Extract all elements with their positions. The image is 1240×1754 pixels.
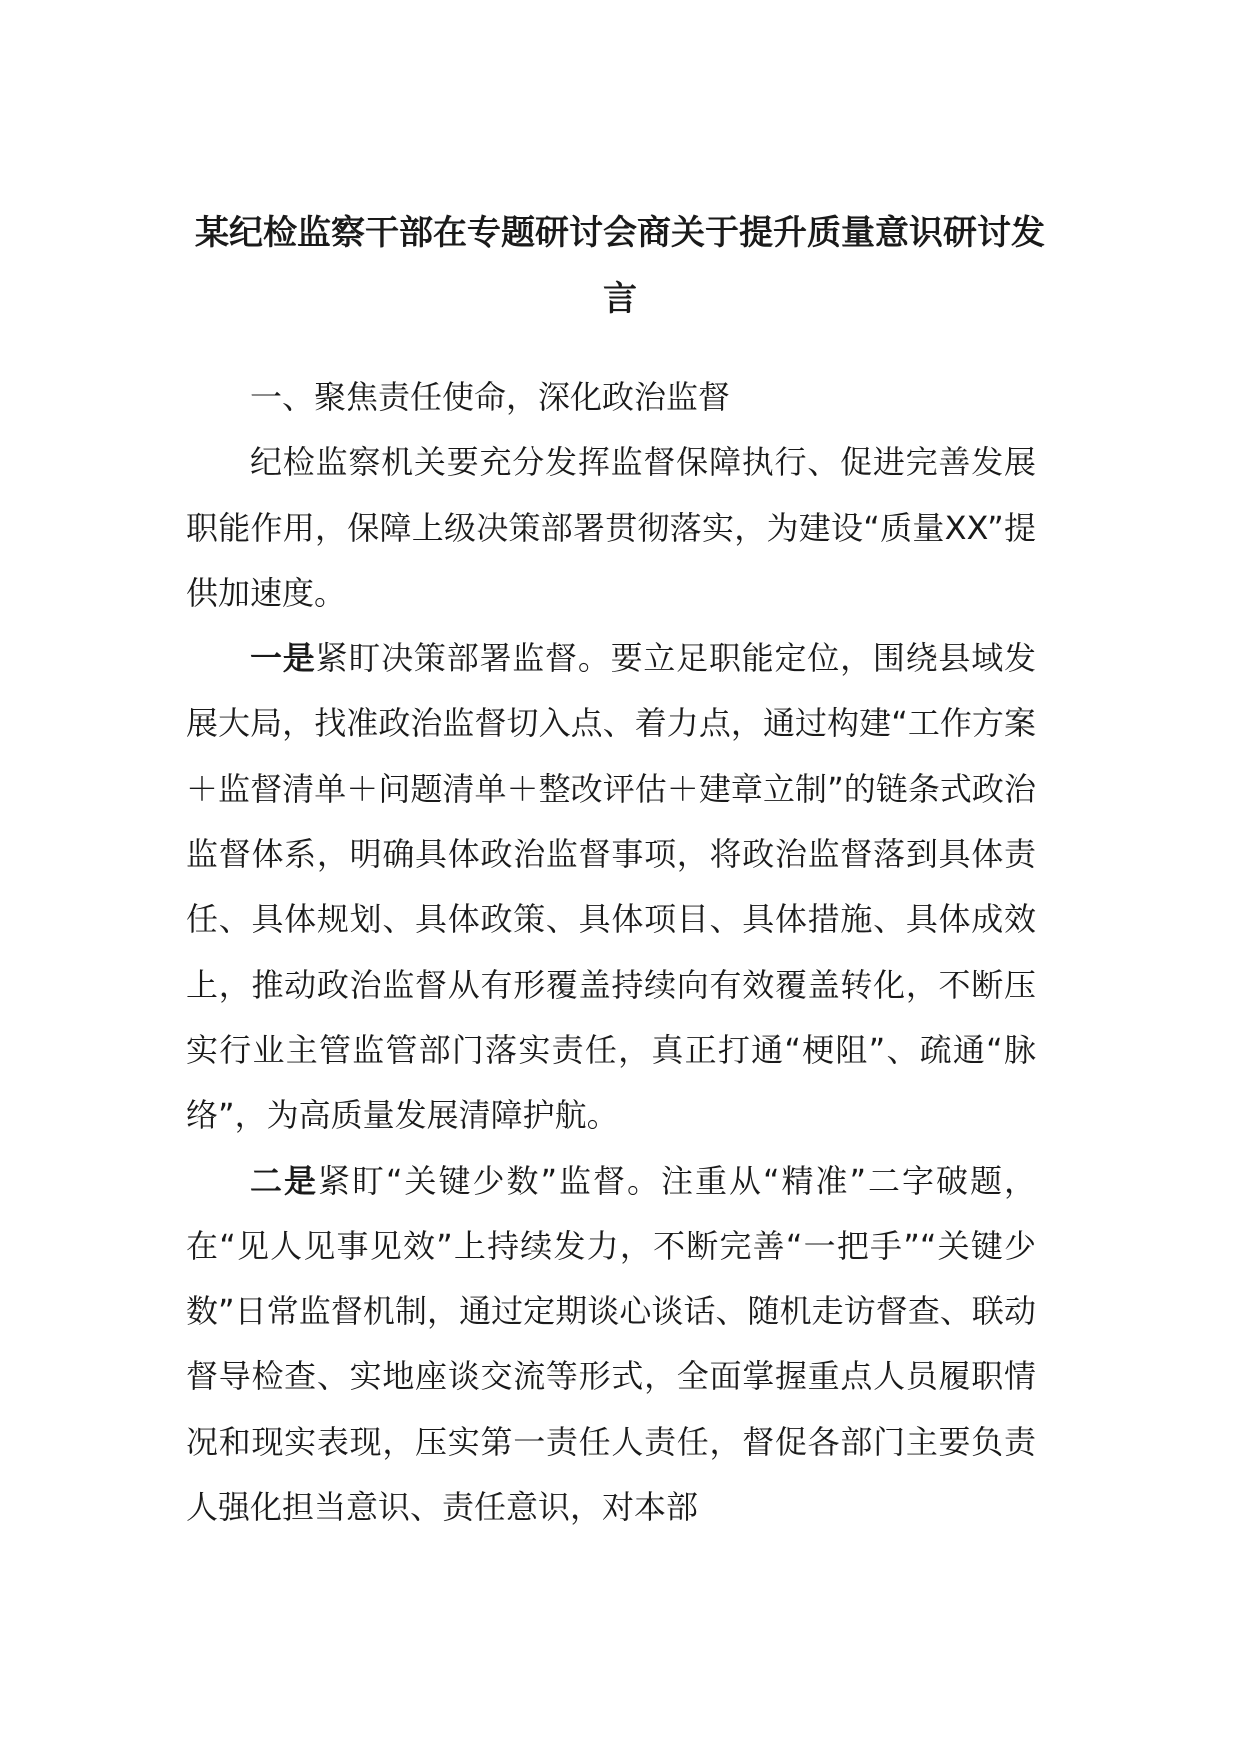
section-heading: 一、聚焦责任使命，深化政治监督 [250,378,731,416]
paragraph-text: 紧盯“关键少数”监督。注重从“精准”二字破题，在“见人见事见效”上持续发力，不断完善“一把手”“关键少数”日常监督机制，通过定期谈心谈话、随机走访督查、联动督导检查、实地座谈交流等形式，全面掌握重点人员履职情况和现实表现，压实第一责任人责任，督促各部门主要负责人强化担当意识、责任意识，对本部 [186,1161,1036,1527]
paragraph [186,430,1036,626]
document-title: 某纪检监察干部在专题研讨会商关于提升质量意识研讨发言 [195,213,1045,319]
paragraph [186,1149,1036,1541]
document-body [186,365,1036,1540]
paragraph-lead: 二是 [250,1161,318,1200]
paragraph-lead: 一是 [250,639,316,678]
paragraph-text: 纪检监察机关要充分发挥监督保障执行、促进完善发展职能作用，保障上级决策部署贯彻落实，为建设“质量XX”提供加速度。 [186,443,1036,612]
paragraph [186,626,1036,1148]
paragraph-text: 紧盯决策部署监督。要立足职能定位，围绕县域发展大局，找准政治监督切入点、着力点，通过构建“工作方案＋监督清单＋问题清单＋整改评估＋建章立制”的链条式政治监督体系，明确具体政治监督事项，将政治监督落到具体责任、具体规划、具体政策、具体项目、具体措施、具体成效上，推动政治监督从有形覆盖持续向有效覆盖转化，不断压实行业主管监管部门落实责任，真正打通“梗阻”、疏通“脉络”，为高质量发展清障护航。 [186,639,1036,1135]
